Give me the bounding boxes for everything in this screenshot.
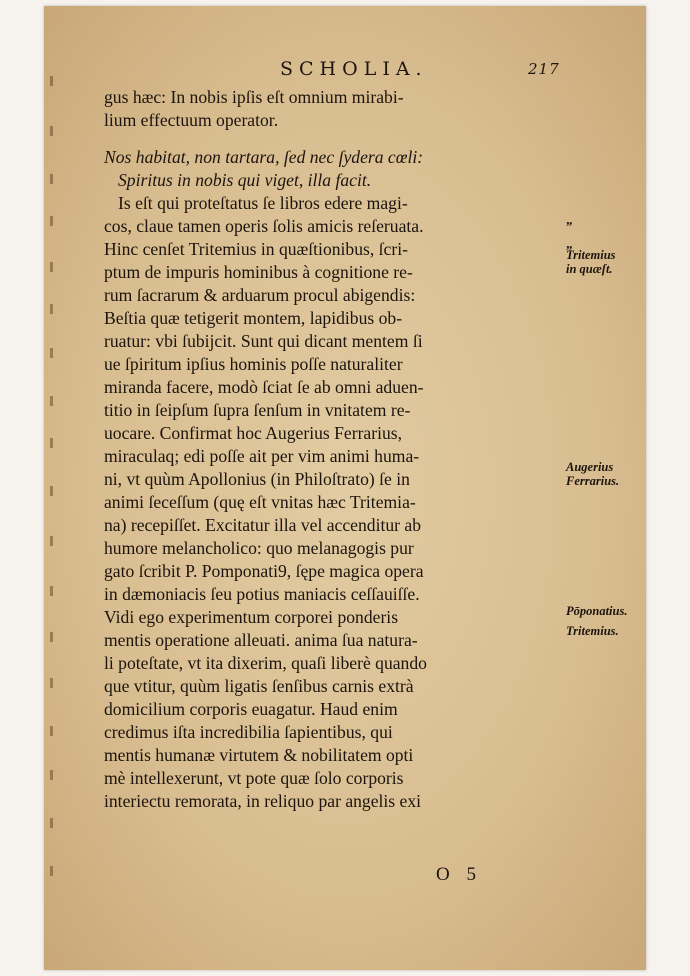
- text-line: rum ſacrarum & arduarum procul abigendis:: [104, 285, 416, 305]
- running-header: [280, 58, 580, 88]
- text-line: ptum de impuris hominibus à cognitione re-: [104, 262, 413, 282]
- text-line: titio in ſeipſum ſupra ſenſum in vnitatem re-: [104, 400, 411, 420]
- text-line: gato ſcribit P. Pomponati9, ſępe magica opera: [104, 561, 424, 581]
- gutter-binding-marks: [44, 66, 62, 926]
- text-line: Hinc cenſet Tritemius in quæſtionibus, ſcri-: [104, 239, 408, 259]
- margin-note-tritemius-2: Tritemius.: [566, 624, 619, 638]
- text-line: animi ſeceſſum (quę eſt vnitas hæc Tritemia-: [104, 492, 416, 512]
- text-line: ni, vt quùm Apollonius (in Philoſtrato) ſe in: [104, 469, 410, 489]
- text-line: mentis operatione alleuati. anima ſua natura-: [104, 630, 418, 650]
- margin-quote-mark: „: [566, 212, 573, 227]
- text-line: in dæmoniacis ſeu potius maniacis ceſſauiſſe.: [104, 584, 420, 604]
- text-line: Is eſt qui proteſtatus ſe libros edere magi-: [118, 193, 408, 213]
- verse-line: Nos habitat, non tartara, ſed nec ſydera cœli:: [104, 147, 424, 167]
- text-line: gus hæc: In nobis ipſis eſt omnium mirabi-: [104, 87, 404, 107]
- text-line: domicilium corporis euagatur. Haud enim: [104, 699, 398, 719]
- text-line: uocare. Confirmat hoc Augerius Ferrarius,: [104, 423, 403, 443]
- margin-note-tritemius: Tritemius in quæſt.: [566, 248, 616, 276]
- body-text: [104, 86, 564, 813]
- text-line: credimus iſta incredibilia ſapientibus, qui: [104, 722, 393, 742]
- text-line: mè intellexerunt, vt pote quæ ſolo corporis: [104, 768, 404, 788]
- text-line: humore melancholico: quo melanagogis pur: [104, 538, 414, 558]
- text-line: lium effectuum operator.: [104, 110, 279, 130]
- text-line: interiectu remorata, in reliquo par angelis exi: [104, 791, 422, 811]
- header-title: SCHOLIA.: [280, 58, 428, 80]
- text-line: miraculaq; edi poſſe ait per vim animi huma-: [104, 446, 420, 466]
- text-line: Vidi ego experimentum corporei ponderis: [104, 607, 399, 627]
- text-line: Beſtia quæ tetigerit montem, lapidibus ob-: [104, 308, 403, 328]
- margin-note-augerius: Augerius Ferrarius.: [566, 460, 620, 488]
- verse-line: Spiritus in nobis qui viget, illa facit.: [118, 170, 372, 190]
- text-line: na) recepiſſet. Excitatur illa vel accenditur ab: [104, 515, 422, 535]
- text-line: cos, claue tamen operis ſolis amicis reſeruata.: [104, 216, 424, 236]
- text-line: ruatur: vbi ſubijcit. Sunt qui dicant mentem ſi: [104, 331, 423, 351]
- margin-quote-mark: „: [566, 236, 573, 251]
- text-line: miranda facere, modò ſciat ſe ab omni aduen-: [104, 377, 424, 397]
- text-line: mentis humanæ virtutem & nobilitatem opti: [104, 745, 414, 765]
- text-line: que vtitur, quùm ligatis ſenſibus carnis extrà: [104, 676, 414, 696]
- margin-note-pomponatius: Pōponatius.: [566, 604, 628, 618]
- signature-mark: O 5: [436, 864, 482, 885]
- text-line: li poteſtate, vt ita dixerim, quaſi liberè quando: [104, 653, 427, 673]
- book-page: [44, 6, 646, 970]
- text-line: ue ſpiritum ipſius hominis poſſe naturaliter: [104, 354, 403, 374]
- page-number: 217: [528, 60, 560, 78]
